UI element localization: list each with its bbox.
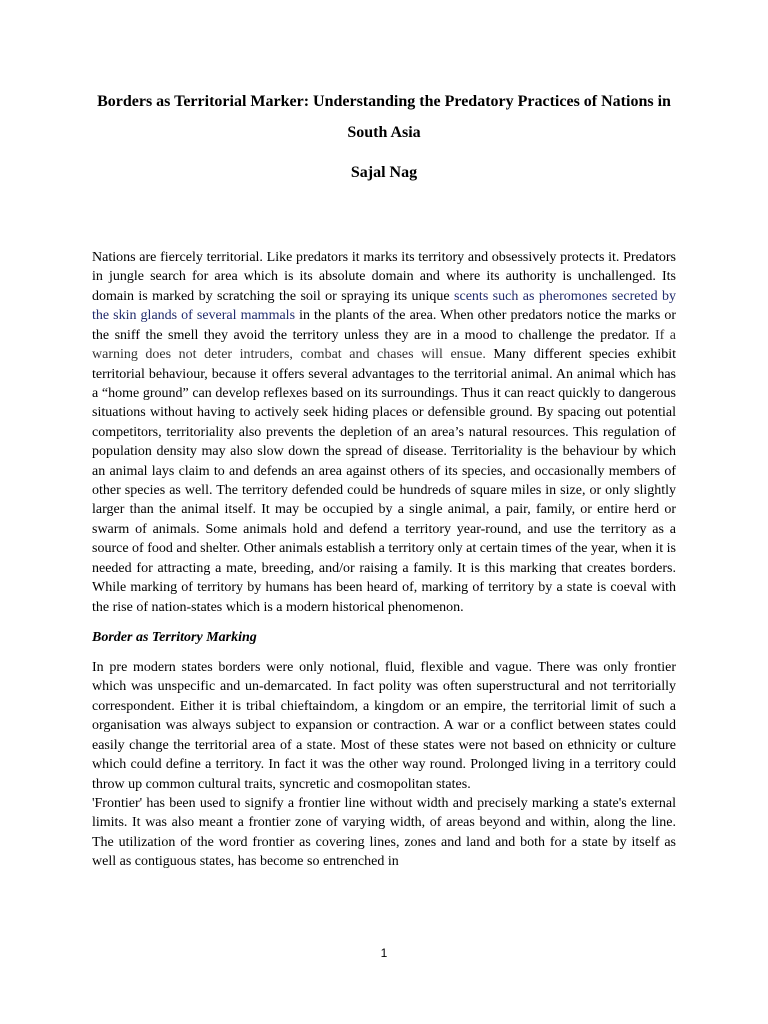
paper-body xyxy=(92,248,676,872)
section-heading: Border as Territory Marking xyxy=(92,630,257,646)
highlighted-phrase-scents: scents such as pheromones secreted by the skin glands of several mammals xyxy=(92,288,676,324)
paragraph-intro-text-1: Nations are fiercely territorial. Like predators it marks its territory and obsessively protects it. Predators in jungle search for area which is its absolute domain and where its authority is unchallenged. Its domain is marked by scratching the soil or spraying its unique xyxy=(92,250,676,304)
page-number: 1 xyxy=(380,946,388,960)
paragraph-frontier: 'Frontier' has been used to signify a frontier line without width and precisely marking a state's external limits. It was also meant a frontier zone of varying width, of areas beyond and within, along the line. The utilization of the word frontier as covering lines, zones and land and both for a state by itself as well as contiguous states, has become so entrenched in xyxy=(92,795,676,870)
paragraph-intro xyxy=(92,248,676,617)
highlighted-phrase-warning: If a warning does not deter intruders, combat and chases will ensue. xyxy=(92,327,677,363)
paragraph-intro-text-3: Many different species exhibit territorial behaviour, because it offers several advantages to the territorial animal. An animal which has a “home ground” can develop reflexes based on its surroundings. Thus it can react quickly to dangerous situations without having to actively seek hiding places or defensible ground. By spacing out potential competitors, territoriality also prevents the depletion of an area’s natural resources. This regulation of population density may also slow down the spread of disease. Territoriality is the behaviour by which an animal lays claim to and defends an area against others of its species, and occasionally members of other species as well. The territory defended could be hundreds of square miles in size, or only slightly larger than the animal itself. It may be occupied by a single animal, a pair, family, or entire herd or swarm of animals. Some animals hold and defend a territory year-round, and use the territory as a source of food and shelter. Other animals establish a territory only at certain times of the year, when it is needed for attracting a mate, breeding, and/or raising a family. It is this marking that creates borders. While marking of territory by humans has been heard of, marking of territory by a state is coeval with the rise of nation-states which is a modern historical phenomenon. xyxy=(92,347,676,615)
paragraph-premodern-states: In pre modern states borders were only notional, fluid, flexible and vague. There was only frontier which was unspecific and un-demarcated. In fact polity was often superstructural and not territorially correspondent. Either it is tribal chieftaindom, a kingdom or an empire, the territorial limit of such a organisation was always subject to expansion or contraction. A war or a conflict between states could easily change the territorial area of a state. Most of these states were not based on ethnicity or culture which could define a territory. In fact it was the other way round. Prolonged living in a territory could throw up common cultural traits, syncretic and cosmopolitan states. xyxy=(92,660,676,792)
paper-title: Borders as Territorial Marker: Understanding the Predatory Practices of Nations in South Asia xyxy=(97,93,671,141)
author-name: Sajal Nag xyxy=(350,164,418,181)
paragraph-intro-text-2: in the plants of the area. When other predators notice the marks or the sniff the smell they avoid the territory unless they are in a mood to challenge the predator. xyxy=(92,308,676,343)
